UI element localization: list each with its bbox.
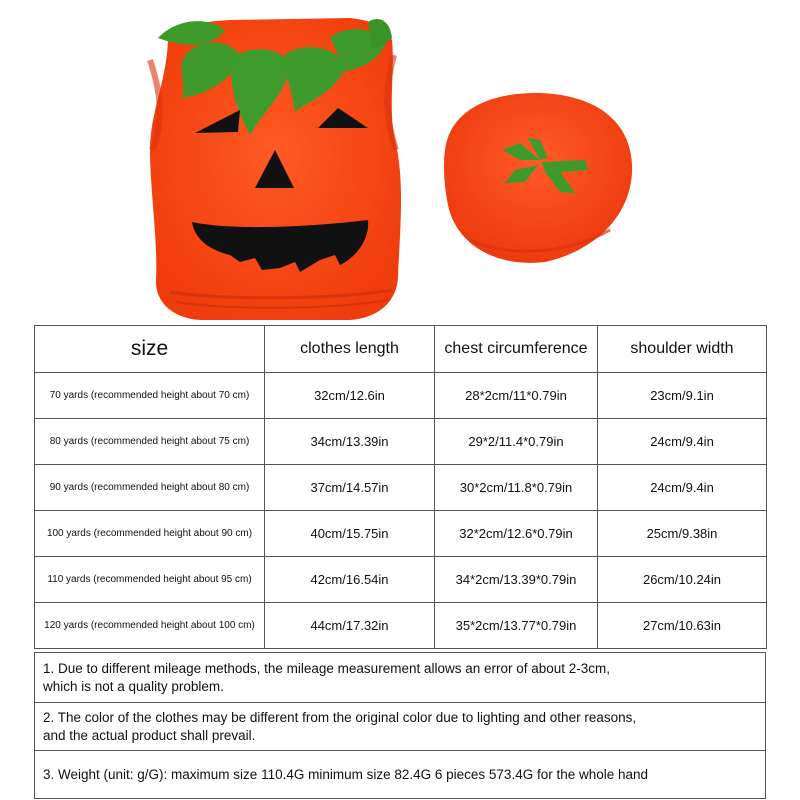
table-row bbox=[35, 603, 767, 649]
table-row bbox=[35, 419, 767, 465]
header-chest-circumference: chest circumference bbox=[435, 326, 598, 373]
shoulder-width-cell: 24cm/9.4in bbox=[598, 419, 767, 465]
clothes-length-cell: 42cm/16.54in bbox=[265, 557, 435, 603]
table-row bbox=[35, 511, 767, 557]
shoulder-width-cell: 24cm/9.4in bbox=[598, 465, 767, 511]
clothes-length-cell: 40cm/15.75in bbox=[265, 511, 435, 557]
chest-circumference-cell: 35*2cm/13.77*0.79in bbox=[435, 603, 598, 649]
size-cell: 100 yards (recommended height about 90 cm) bbox=[35, 511, 265, 557]
clothes-length-cell: 44cm/17.32in bbox=[265, 603, 435, 649]
note-error-tolerance: 1. Due to different mileage methods, the mileage measurement allows an error of about 2-3cm, which is not a quality problem. bbox=[35, 653, 766, 703]
note-row bbox=[35, 751, 766, 799]
pumpkin-vest-image bbox=[150, 18, 401, 320]
pumpkin-hat-image bbox=[444, 93, 632, 263]
product-photo bbox=[0, 0, 800, 322]
shoulder-width-cell: 26cm/10.24in bbox=[598, 557, 767, 603]
table-row bbox=[35, 373, 767, 419]
size-cell: 80 yards (recommended height about 75 cm) bbox=[35, 419, 265, 465]
clothes-length-cell: 37cm/14.57in bbox=[265, 465, 435, 511]
shoulder-width-cell: 27cm/10.63in bbox=[598, 603, 767, 649]
table-header-row bbox=[35, 326, 767, 373]
header-size: size bbox=[35, 326, 265, 373]
chest-circumference-cell: 34*2cm/13.39*0.79in bbox=[435, 557, 598, 603]
chest-circumference-cell: 29*2/11.4*0.79in bbox=[435, 419, 598, 465]
shoulder-width-cell: 25cm/9.38in bbox=[598, 511, 767, 557]
header-shoulder-width: shoulder width bbox=[598, 326, 767, 373]
clothes-length-cell: 34cm/13.39in bbox=[265, 419, 435, 465]
table-row bbox=[35, 557, 767, 603]
size-cell: 110 yards (recommended height about 95 cm) bbox=[35, 557, 265, 603]
table-row bbox=[35, 465, 767, 511]
notes-table bbox=[34, 652, 766, 799]
chest-circumference-cell: 30*2cm/11.8*0.79in bbox=[435, 465, 598, 511]
note-color-difference: 2. The color of the clothes may be different from the original color due to lighting and other reasons, and the actual product shall prevail. bbox=[35, 703, 766, 751]
size-cell: 120 yards (recommended height about 100 cm) bbox=[35, 603, 265, 649]
note-row bbox=[35, 653, 766, 703]
chest-circumference-cell: 28*2cm/11*0.79in bbox=[435, 373, 598, 419]
header-clothes-length: clothes length bbox=[265, 326, 435, 373]
note-row bbox=[35, 703, 766, 751]
shoulder-width-cell: 23cm/9.1in bbox=[598, 373, 767, 419]
size-chart-table bbox=[34, 325, 767, 649]
size-cell: 70 yards (recommended height about 70 cm) bbox=[35, 373, 265, 419]
chest-circumference-cell: 32*2cm/12.6*0.79in bbox=[435, 511, 598, 557]
size-cell: 90 yards (recommended height about 80 cm) bbox=[35, 465, 265, 511]
clothes-length-cell: 32cm/12.6in bbox=[265, 373, 435, 419]
note-weight: 3. Weight (unit: g/G): maximum size 110.4G minimum size 82.4G 6 pieces 573.4G for the whole hand bbox=[35, 751, 766, 799]
